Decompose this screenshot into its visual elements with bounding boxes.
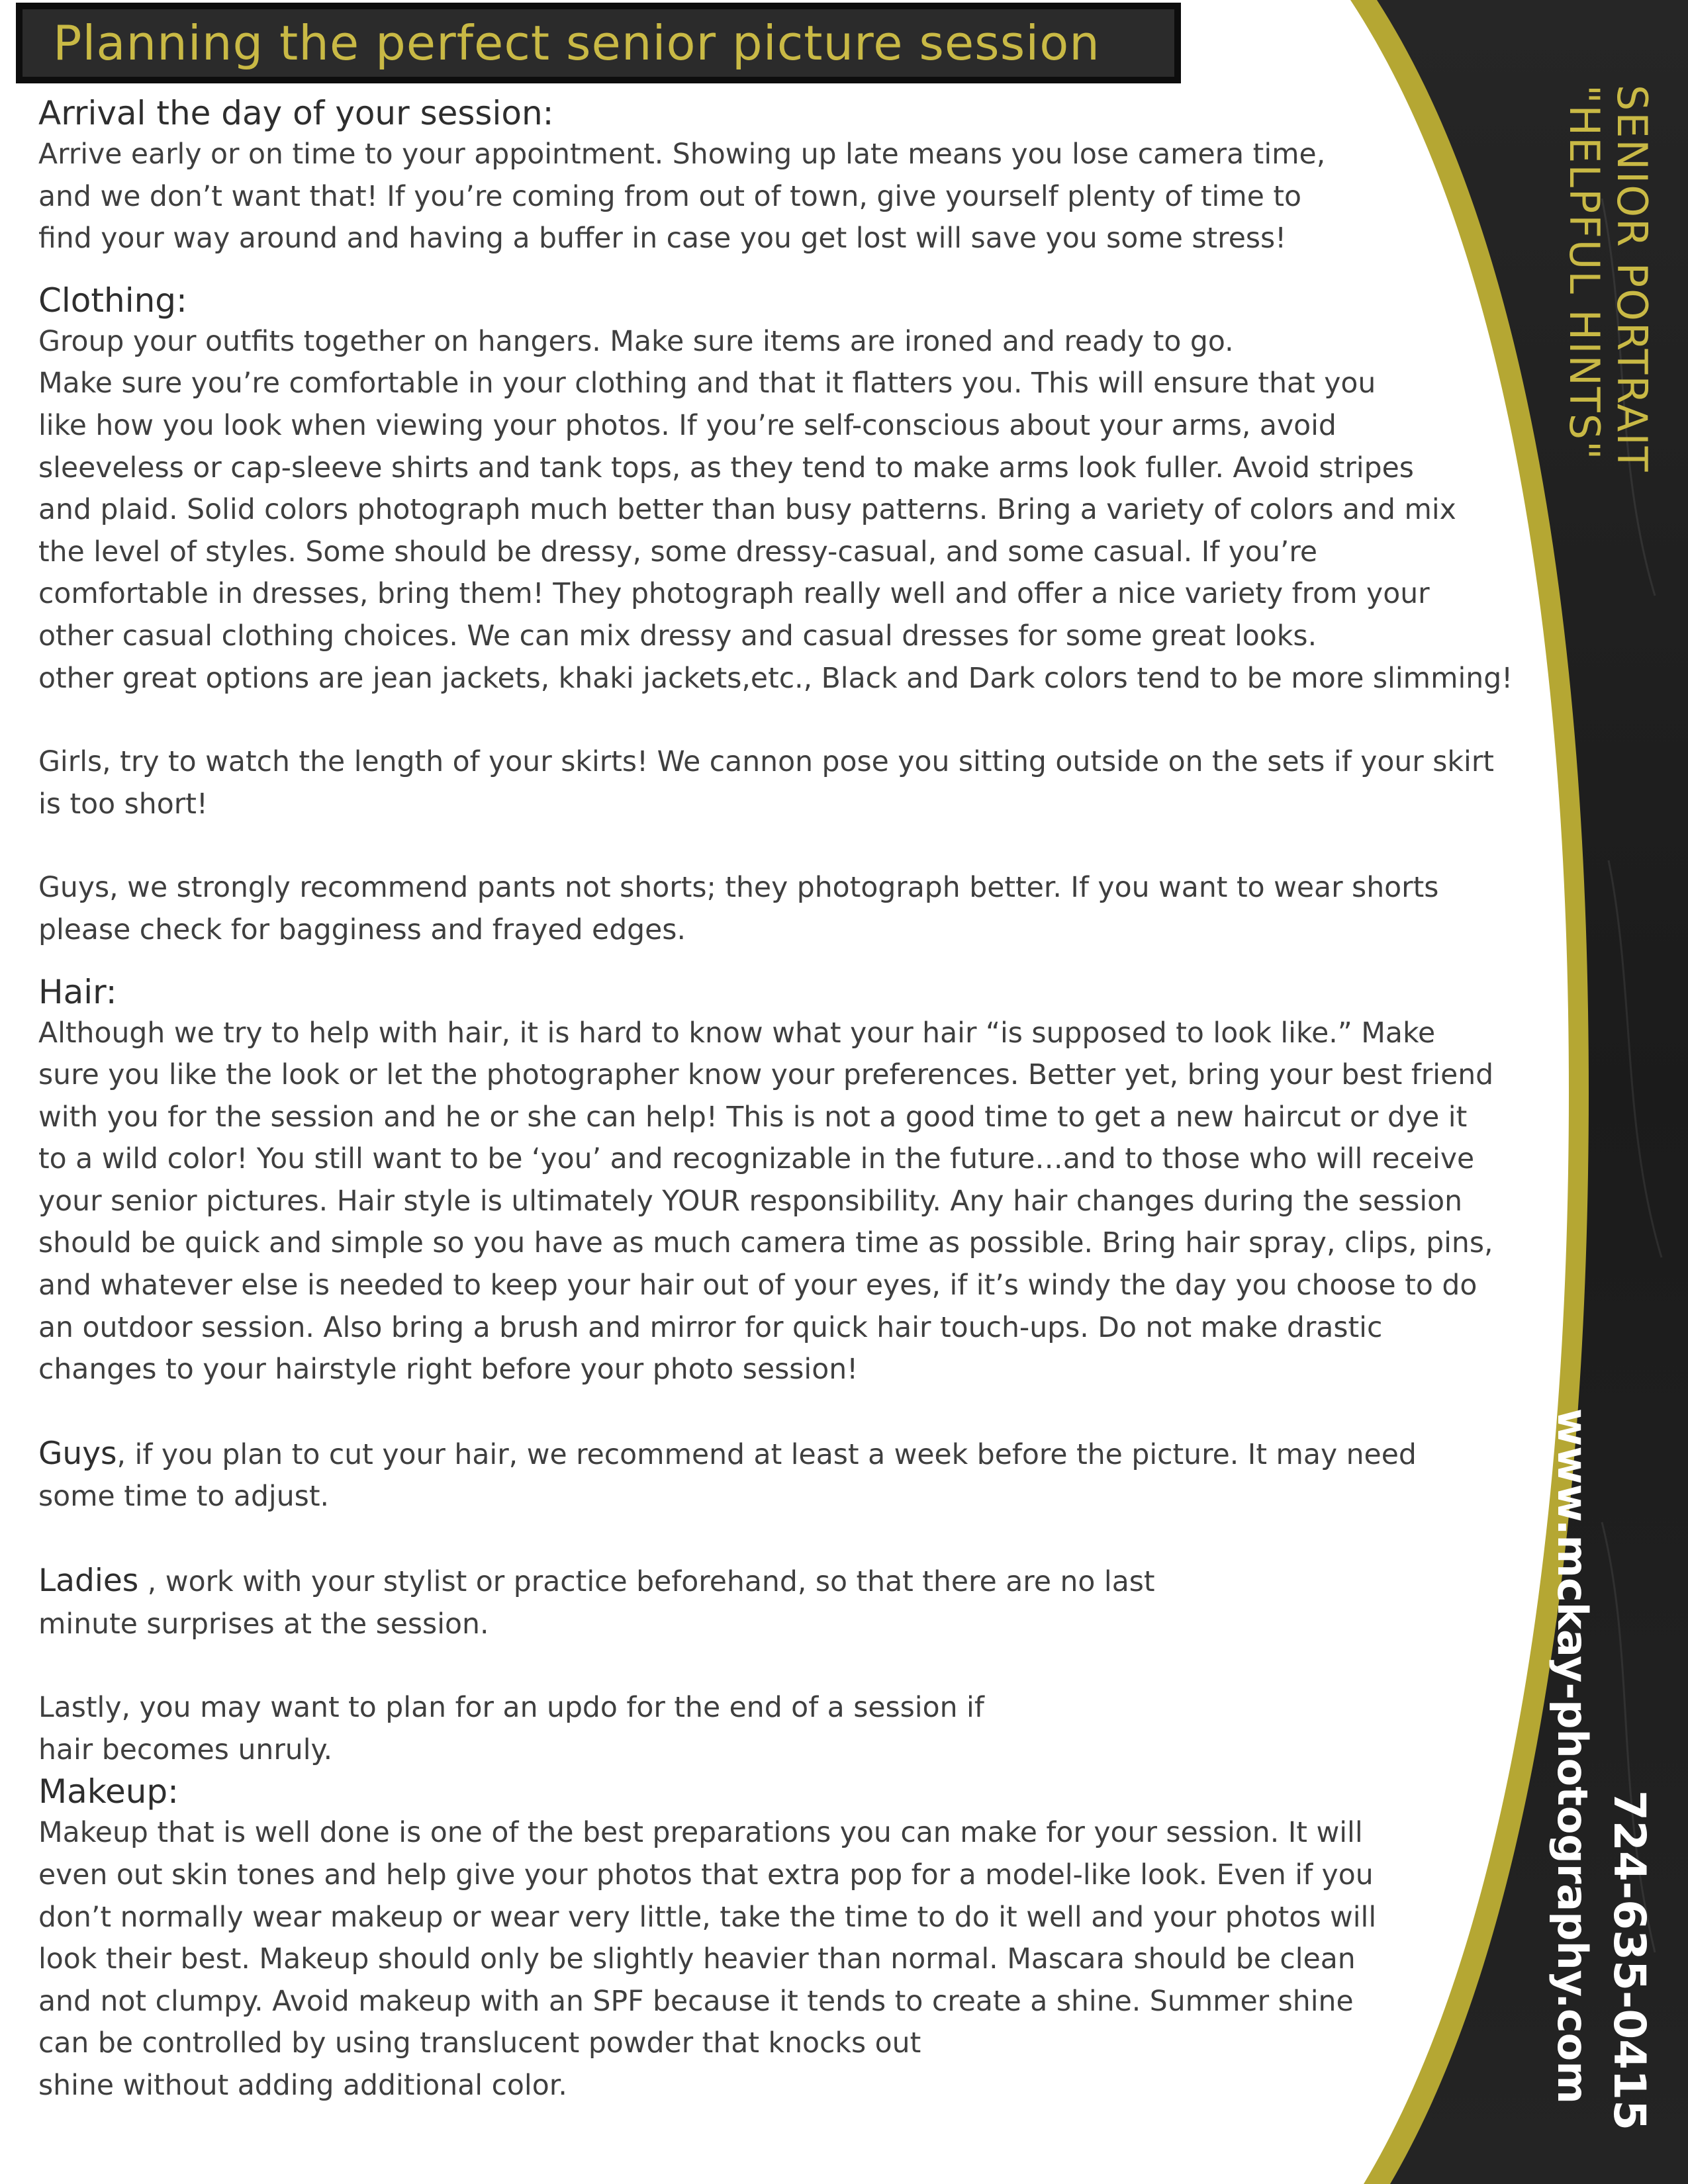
arrival-heading: Arrival the day of your session: xyxy=(38,94,554,132)
hair-guys-label: Guys xyxy=(38,1435,117,1472)
page-title: Planning the perfect senior picture session xyxy=(53,15,1100,71)
title-bar xyxy=(16,3,1181,83)
hair-ladies-label: Ladies xyxy=(38,1563,139,1600)
clothing-text: Group your outfits together on hangers. Make sure items are ironed and ready to go. Make sure you’re comfortable in your clothing and that it flatters you. This will ensure that you like how you look when viewing your photos. If you’re self-conscious about your arms, avoid sleeveless or cap-sleeve shirts and tank tops, as they tend to make arms look fuller. Avoid stripes and plaid. Solid colors photograph much better than busy patterns. Bring a variety of colors and mix the level of styles. Some should be dressy, some dressy-casual, and some casual. If you’re comfortable in dresses, bring them! They photograph really well and offer a nice variety from your other casual clothing choices. We can mix dressy and casual dresses for some great looks. other great options are jean jackets, khaki jackets,etc., Black and Dark colors tend to be more slimming! xyxy=(38,325,1513,695)
side-website: www.mckay-photography.com xyxy=(1548,1408,1597,2104)
makeup-text: Makeup that is well done is one of the best preparations you can make for your session. It will even out skin tones and help give your photos that extra pop for a model-like look. Even if you don’t normally wear makeup or wear very little, take the time to do it well and your photos will look their best. Makeup should only be slightly heavier than normal. Mascara should be clean and not clumpy. Avoid makeup with an SPF because it tends to create a shine. Summer shine can be controlled by using translucent powder that knocks out shine without adding additional color. xyxy=(38,1817,1377,2102)
hair-guys-paragraph xyxy=(38,1433,1521,1518)
side-heading-line1: SENIOR PORTRAIT xyxy=(1608,85,1656,473)
hair-heading: Hair: xyxy=(38,972,117,1011)
clothing-heading: Clothing: xyxy=(38,281,187,320)
hair-lastly-text: Lastly, you may want to plan for an updo for the end of a session if hair becomes unruly. xyxy=(38,1692,984,1766)
makeup-heading: Makeup: xyxy=(38,1772,179,1811)
arrival-text: Arrive early or on time to your appointment. Showing up late means you lose camera time, and we don’t want that! If you’re coming from out of town, give yourself plenty of time to find your way around and having a buffer in case you get lost will save you some stress! xyxy=(38,138,1326,255)
hair-ladies-paragraph xyxy=(38,1560,1521,1645)
hair-ladies-text: , work with your stylist or practice beforehand, so that there are no last minute surprises at the session. xyxy=(38,1566,1155,1641)
content-body xyxy=(38,93,1521,2107)
hair-text: Although we try to help with hair, it is hard to know what your hair “is supposed to look like.” Make sure you like the look or let the photographer know your preferences. Better yet, bring your best friend with you for the session and he or she can help! This is not a good time to get a new haircut or dye it to a wild color! You still want to be ‘you’ and recognizable in the future…and to those who will receive your senior pictures. Hair style is ultimately YOUR responsibility. Any hair changes during the session should be quick and simple so you have as much camera time as possible. Bring hair spray, clips, pins, and whatever else is needed to keep your hair out of your eyes, if it’s windy the day you choose to do an outdoor session. Also bring a brush and mirror for quick hair touch-ups. Do not make drastic changes to your hairstyle right before your photo session! xyxy=(38,1017,1494,1387)
clothing-guys-text: Guys, we strongly recommend pants not shorts; they photograph better. If you want to wear shorts please check for bagginess and frayed edges. xyxy=(38,872,1439,946)
side-heading-line2: "HELPFUL HINTS" xyxy=(1560,85,1609,461)
side-phone: 724-635-0415 xyxy=(1604,1790,1655,2131)
hair-guys-text: , if you plan to cut your hair, we recommend at least a week before the picture. It may need some time to adjust. xyxy=(38,1438,1417,1514)
clothing-girls-text: Girls, try to watch the length of your skirts! We cannon pose you sitting outside on the sets if your skirt is too short! xyxy=(38,746,1494,821)
